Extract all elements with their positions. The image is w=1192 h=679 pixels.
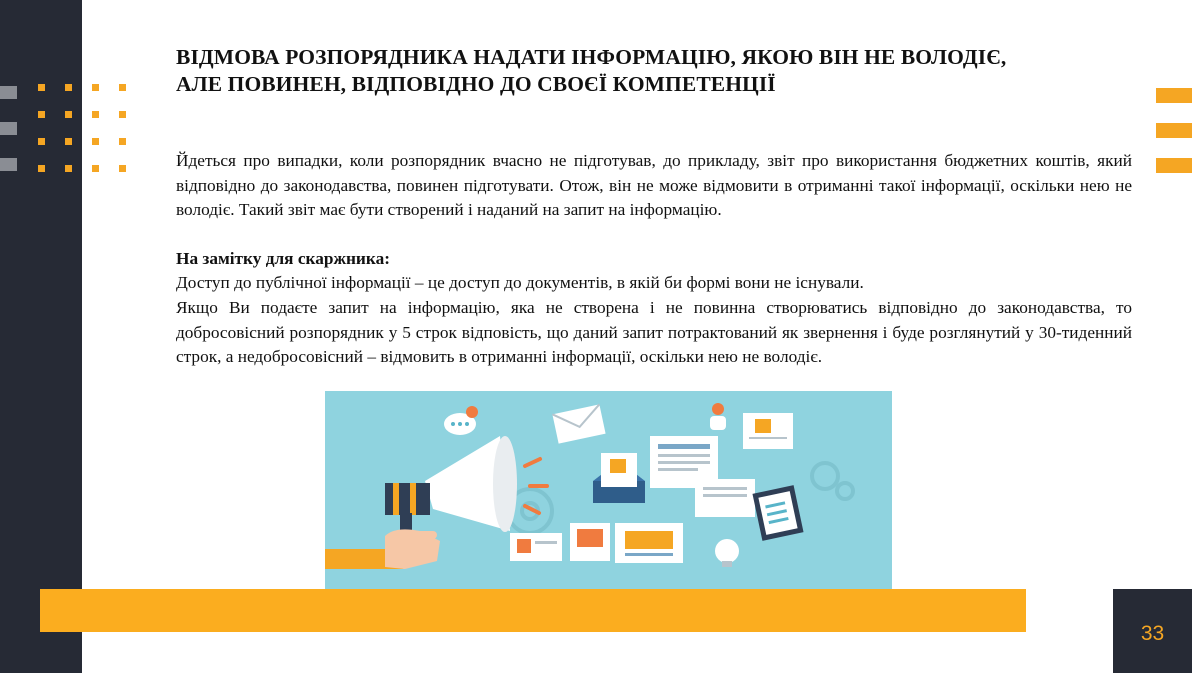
dot xyxy=(65,84,72,91)
clipboard-icon xyxy=(752,485,803,541)
right-bar xyxy=(1156,123,1192,138)
title-line-2: АЛЕ ПОВИНЕН, ВІДПОВІДНО ДО СВОЄЇ КОМПЕТЕНЦІЇ xyxy=(176,72,776,96)
grey-mark xyxy=(0,86,17,99)
bottom-accent-band xyxy=(40,589,1026,632)
lightbulb-icon xyxy=(715,539,739,567)
note-heading: На замітку для скаржника: xyxy=(176,248,390,268)
page-number-box xyxy=(1113,589,1192,673)
profile-card-icon xyxy=(510,523,683,563)
document-icon xyxy=(743,413,793,449)
dot xyxy=(38,138,45,145)
hand-icon xyxy=(325,529,440,569)
dot xyxy=(119,165,126,172)
title-line-1: ВІДМОВА РОЗПОРЯДНИКА НАДАТИ ІНФОРМАЦІЮ, ЯКОЮ ВІН НЕ ВОЛОДІЄ, xyxy=(176,45,1007,69)
dot xyxy=(38,84,45,91)
dot xyxy=(65,111,72,118)
slide-title xyxy=(176,44,1136,98)
dot xyxy=(65,165,72,172)
megaphone-icon xyxy=(385,436,517,543)
megaphone-illustration xyxy=(325,391,892,589)
paragraph-intro: Йдеться про випадки, коли розпорядник вчасно не підготував, до прикладу, звіт про використання бюджетних коштів, який відповідно до законодавства, повинен підготувати. Отож, він не може відмовити в отриманні такої інформації, оскільки нею не володіє. Такий звіт має бути створений і наданий на запит на інформацію. xyxy=(176,151,1132,220)
dot xyxy=(119,84,126,91)
note-line-2: Якщо Ви подаєте запит на інформацію, яка не створена і не повинна створюватись відповідно до законодавства, то добросовісний розпорядник у 5 строк відповість, що даний запит потрактований як звернення і буде розглянутий у 30-тиденний строк, а недобросовісний – відмовить в отриманні інформації, оскільки нею не володіє. xyxy=(176,297,1132,367)
right-bar xyxy=(1156,158,1192,173)
chat-bubble-icon xyxy=(444,406,478,435)
paragraph-gap xyxy=(176,223,1132,247)
page-number: 33 xyxy=(1140,622,1165,645)
dot xyxy=(38,111,45,118)
envelope-icon xyxy=(552,404,605,443)
right-bar xyxy=(1156,88,1192,103)
grey-mark xyxy=(0,122,17,135)
dot xyxy=(65,138,72,145)
decorative-dot-grid xyxy=(38,84,134,180)
dot xyxy=(38,165,45,172)
dot xyxy=(92,138,99,145)
user-icon xyxy=(710,403,726,430)
dot xyxy=(92,84,99,91)
dot xyxy=(92,111,99,118)
document-icon xyxy=(650,436,755,517)
grey-mark xyxy=(0,158,17,171)
open-envelope-icon xyxy=(593,453,645,503)
megaphone-illustration-svg xyxy=(325,391,892,589)
dot xyxy=(119,138,126,145)
dot xyxy=(92,165,99,172)
note-line-1: Доступ до публічної інформації – це доступ до документів, в якій би формі вони не існували. xyxy=(176,273,864,293)
slide-body xyxy=(176,149,1132,370)
dot xyxy=(119,111,126,118)
